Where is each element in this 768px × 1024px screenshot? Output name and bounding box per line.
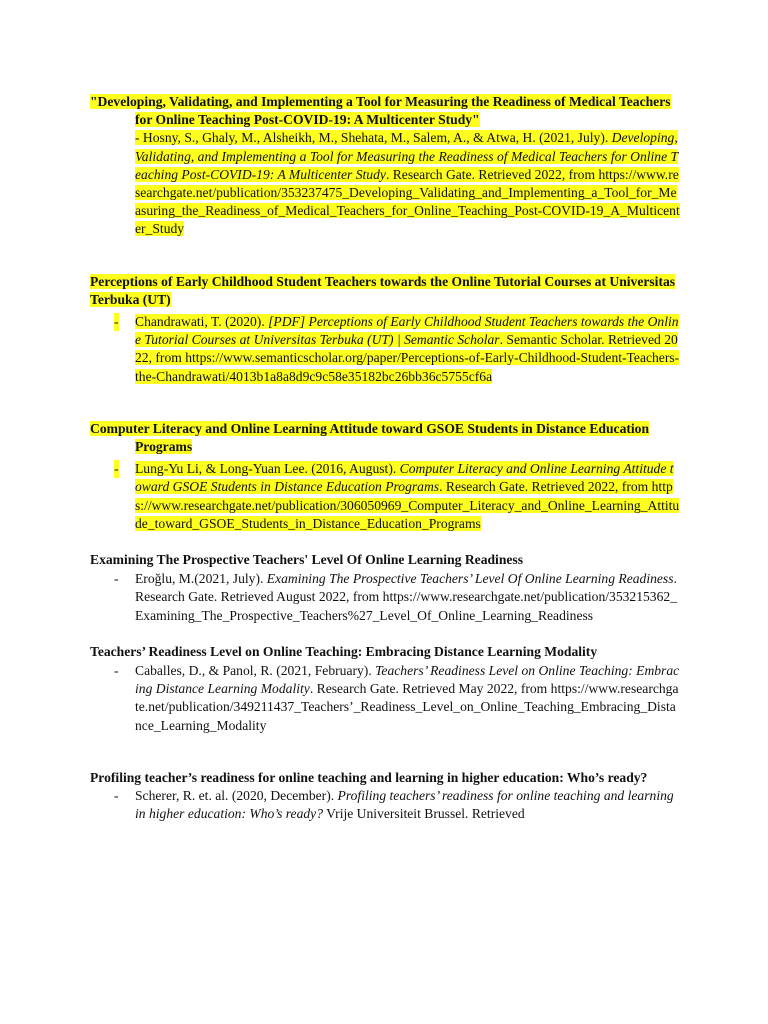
- reference-entry-3: [90, 420, 680, 533]
- citation-title: Examining The Prospective Teachers’ Level Of Online Learning Readiness: [266, 571, 674, 587]
- citation-url: https://www.researchgate.net/publication/306050969_Computer_Literacy_and_Online_Learning_Attitude_toward_GSOE_Students_in_Distance_Education_Programs: [135, 479, 680, 531]
- citation-suffix: . Research Gate. Retrieved May 2022, from: [309, 681, 548, 697]
- document-page: [90, 93, 680, 824]
- citation: [90, 460, 680, 533]
- citation-url: https://www.researchgate.net/publication/353215362_Examining_The_Prospective_Teachers%27_Level_Of_Online_Learning_Readiness: [135, 589, 677, 623]
- list-dash: -: [114, 788, 119, 804]
- citation: [90, 570, 680, 625]
- entry-title: Examining The Prospective Teachers' Level Of Online Learning Readiness: [90, 552, 524, 568]
- entry-title: [90, 273, 680, 309]
- title-highlight: Perceptions of Early Childhood Student Teachers towards the Online Tutorial Courses at Universitas Terbuka (UT): [90, 273, 676, 307]
- citation-suffix: . Research Gate. Retrieved 2022, from: [385, 166, 596, 182]
- citation: [90, 787, 680, 823]
- reference-entry-2: [90, 273, 680, 386]
- citation-url: https://www.semanticscholar.org/paper/Perceptions-of-Early-Childhood-Student-Teachers-the-Chandrawati/4013b1a8a8d9c9c58e35182bc26bb36c5755cf6a: [135, 350, 680, 384]
- citation-suffix: . Research Gate. Retrieved 2022, from: [439, 479, 649, 495]
- citation-title: Profiling teachers’ readiness for online teaching and learning in higher education: Who’s ready?: [135, 788, 674, 822]
- reference-entry-6: [90, 769, 680, 824]
- list-dash: -: [114, 571, 119, 587]
- citation-title: Developing, Validating, and Implementing a Tool for Measuring the Readiness of Medical Teachers for Online Teaching Post-COVID-19: A Multicenter Study: [135, 130, 679, 182]
- citation: [90, 129, 680, 238]
- citation-prefix: Eroğlu, M.(2021, July).: [135, 571, 267, 587]
- citation-suffix: . Semantic Scholar. Retrieved 2022, from: [135, 332, 678, 366]
- title-highlight: "Developing, Validating, and Implementing a Tool for Measuring the Readiness of Medical Teachers for Online Teaching Post-COVID-19: A Multicenter Study": [90, 94, 671, 128]
- citation-highlight: [135, 314, 679, 384]
- citation-suffix: Vrije Universiteit Brussel. Retrieved: [323, 806, 525, 822]
- citation-prefix: - Hosny, S., Ghaly, M., Alsheikh, M., Shehata, M., Salem, A., & Atwa, H. (2021, July).: [135, 130, 612, 146]
- citation-url: https://www.researchgate.net/publication/349211437_Teachers’_Readiness_Level_on_Online_Teaching_Embracing_Distance_Learning_Modality: [135, 681, 679, 733]
- reference-entry-5: [90, 643, 680, 735]
- citation-prefix: Chandrawati, T. (2020).: [135, 314, 269, 330]
- entry-title: Profiling teacher’s readiness for online teaching and learning in higher education: Who’s ready?: [90, 769, 648, 785]
- citation-prefix: Lung-Yu Li, & Long-Yuan Lee. (2016, August).: [135, 461, 400, 477]
- title-highlight: Computer Literacy and Online Learning Attitude toward GSOE Students in Distance Education Programs: [90, 420, 650, 455]
- entry-title: Teachers’ Readiness Level on Online Teaching: Embracing Distance Learning Modality: [90, 643, 598, 659]
- citation-title: [PDF] Perceptions of Early Childhood Student Teachers towards the Online Tutorial Courses at Universitas Terbuka (UT) | Semantic Scholar: [135, 314, 679, 348]
- citation-url: https://www.researchgate.net/publication/353237475_Developing_Validating_and_Implementing_a_Tool_for_Measuring_the_Readiness_of_Medical_Teachers_for_Online_Teaching_Post-COVID-19_A_Multicenter_Study: [135, 166, 680, 237]
- list-dash: -: [114, 460, 119, 478]
- citation-prefix: Caballes, D., & Panol, R. (2021, February).: [135, 663, 376, 679]
- list-dash: -: [114, 663, 119, 679]
- reference-entry-1: [90, 93, 680, 239]
- citation-title: Computer Literacy and Online Learning Attitude toward GSOE Students in Distance Education Programs: [135, 461, 674, 495]
- list-dash: -: [114, 313, 119, 331]
- citation-suffix: . Research Gate. Retrieved August 2022, from: [135, 571, 677, 605]
- citation-highlight: [135, 130, 680, 236]
- citation-title: Teachers’ Readiness Level on Online Teaching: Embracing Distance Learning Modality: [135, 663, 680, 697]
- citation-prefix: Scherer, R. et. al. (2020, December).: [135, 788, 338, 804]
- entry-title: [90, 420, 680, 456]
- reference-entry-4: [90, 551, 680, 625]
- entry-title: [90, 93, 680, 129]
- citation-highlight: [135, 461, 679, 531]
- citation: [90, 313, 680, 386]
- citation: [90, 662, 680, 735]
